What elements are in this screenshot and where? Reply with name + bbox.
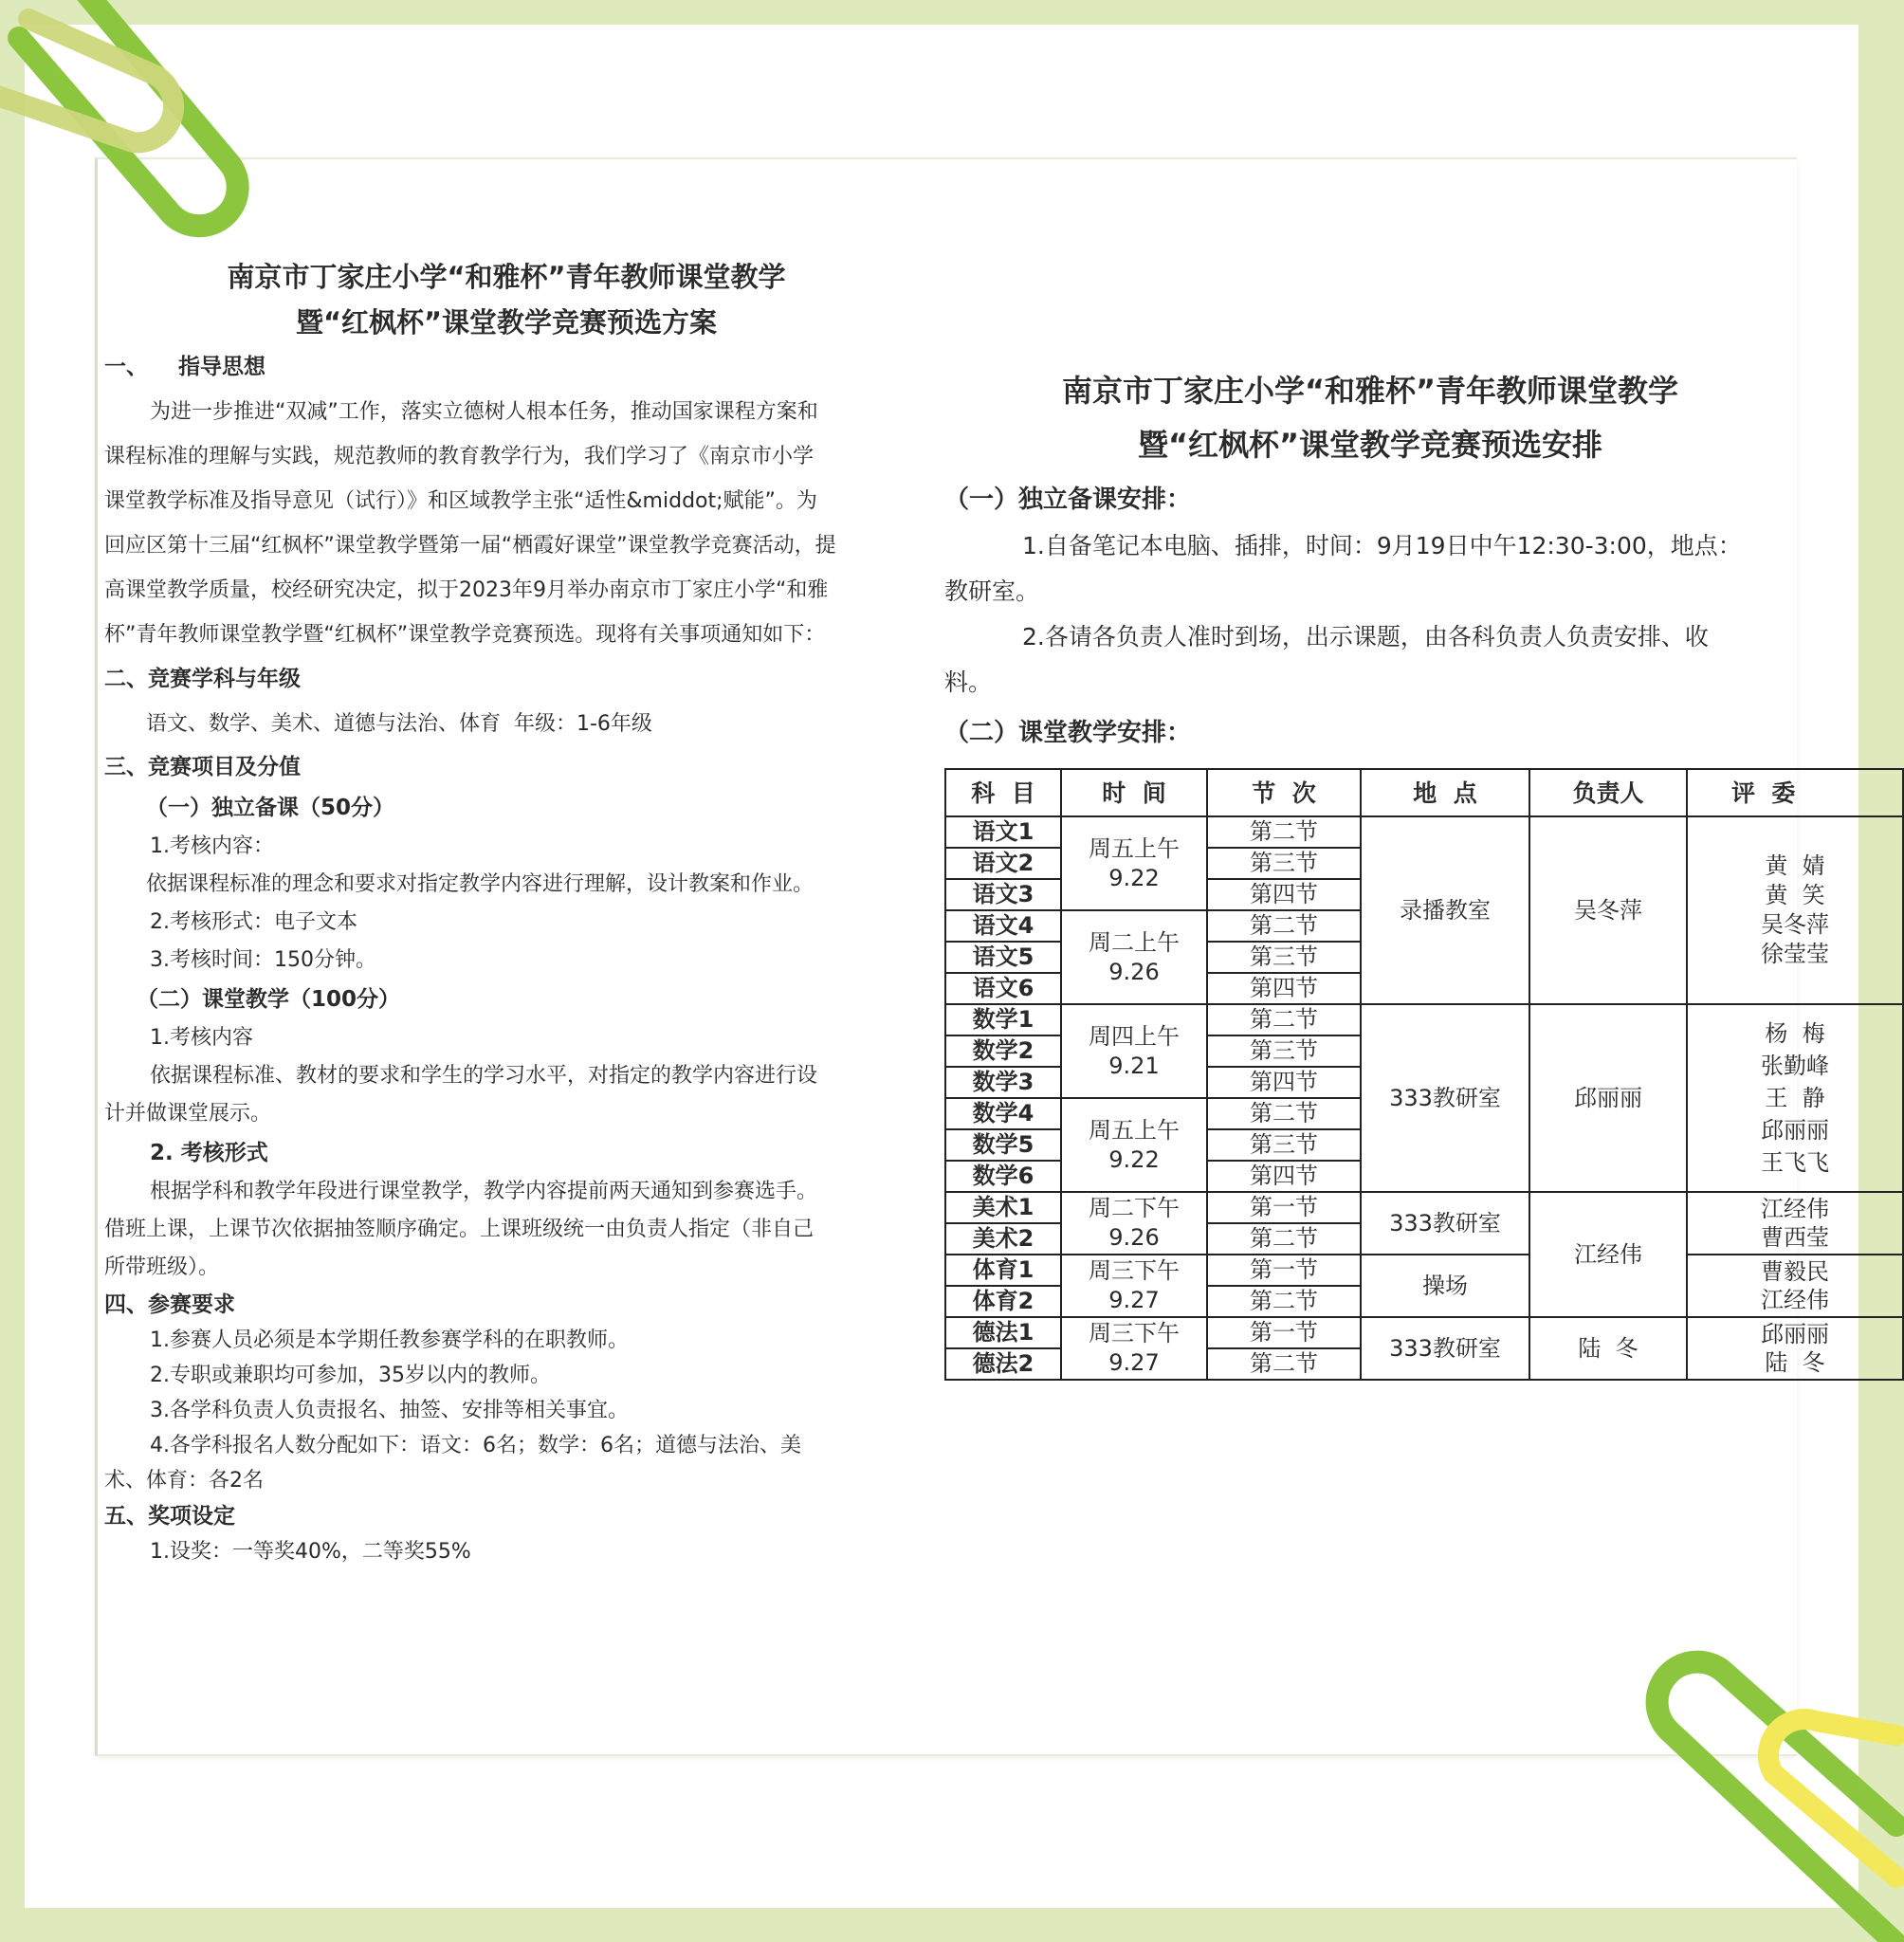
leader-cell: 陆 冬 bbox=[1529, 1317, 1687, 1380]
judge-name: 徐莹莹 bbox=[1761, 941, 1829, 967]
paragraph-line: 课程标准的理解与实践，规范教师的教育教学行为，我们学习了《南京市小学 bbox=[104, 445, 815, 468]
paragraph-line: 课堂教学标准及指导意见（试行）》和区域教学主张“适性&middot;赋能”。为 bbox=[104, 489, 817, 513]
table-row bbox=[945, 816, 1903, 848]
judge-name: 江经伟 bbox=[1761, 1196, 1829, 1222]
time-cell bbox=[1061, 1317, 1207, 1380]
table-row bbox=[945, 1004, 1903, 1035]
leader-cell: 江经伟 bbox=[1529, 1192, 1687, 1317]
time-cell bbox=[1061, 1004, 1207, 1098]
subject-cell: 数学4 bbox=[945, 1098, 1061, 1129]
subject-cell: 体育1 bbox=[945, 1255, 1061, 1286]
item-line: 计并做课堂展示。 bbox=[104, 1102, 272, 1126]
item-line: 借班上课，上课节次依据抽签顺序确定。上课班级统一由负责人指定（非自己 bbox=[104, 1218, 815, 1241]
header-judges: 评 委 bbox=[1687, 769, 1903, 816]
table-row bbox=[945, 1192, 1903, 1223]
time-day: 周三下午 bbox=[1089, 1320, 1180, 1347]
right-title-line2: 暨“红枫杯”课堂教学竞赛预选安排 bbox=[1137, 427, 1603, 463]
left-document bbox=[104, 254, 908, 1569]
judge-name: 曹西莹 bbox=[1761, 1224, 1829, 1251]
location-cell: 操场 bbox=[1361, 1255, 1529, 1317]
time-cell bbox=[1061, 910, 1207, 1004]
table-header-row bbox=[945, 769, 1903, 816]
time-cell bbox=[1061, 1192, 1207, 1255]
arrangement-line: 1.自备笔记本电脑、插排，时间：9月19日中午12:30-3:00，地点： bbox=[1022, 532, 1742, 559]
judge-name: 王 静 bbox=[1765, 1085, 1825, 1111]
judge-name: 张勤峰 bbox=[1761, 1053, 1829, 1079]
period-cell: 第一节 bbox=[1207, 1255, 1361, 1286]
item-line: 根据学科和教学年段进行课堂教学，教学内容提前两天通知到参赛选手。 bbox=[150, 1180, 818, 1203]
leader-cell: 邱丽丽 bbox=[1529, 1004, 1687, 1192]
subject-cell: 德法1 bbox=[945, 1317, 1061, 1348]
time-date: 9.22 bbox=[1108, 864, 1160, 891]
time-date: 9.27 bbox=[1108, 1287, 1160, 1313]
item-line: 依据课程标准、教材的要求和学生的学习水平，对指定的教学内容进行设 bbox=[150, 1064, 818, 1088]
judge-name: 江经伟 bbox=[1761, 1287, 1829, 1313]
judges-cell bbox=[1687, 1192, 1903, 1255]
item-line: 1.考核内容 bbox=[150, 1026, 253, 1050]
header-period: 节 次 bbox=[1207, 769, 1361, 816]
requirement-line: 4.各学科报名人数分配如下：语文：6名；数学：6名；道德与法治、美 bbox=[150, 1434, 801, 1457]
time-cell bbox=[1061, 1255, 1207, 1317]
schedule-table bbox=[944, 768, 1904, 1381]
paragraph-line: 回应区第十三届“红枫杯”课堂教学暨第一届“栖霞好课堂”课堂教学竞赛活动，提 bbox=[104, 534, 836, 558]
period-cell: 第三节 bbox=[1207, 1129, 1361, 1161]
table-row bbox=[945, 1317, 1903, 1348]
time-day: 周五上午 bbox=[1089, 1116, 1180, 1144]
left-title-line1: 南京市丁家庄小学“和雅杯”青年教师课堂教学 bbox=[227, 261, 786, 293]
subject-cell: 数学3 bbox=[945, 1067, 1061, 1098]
left-title-line2: 暨“红枫杯”课堂教学竞赛预选方案 bbox=[295, 306, 718, 339]
item-line: 所带班级）。 bbox=[104, 1255, 220, 1279]
time-day: 周五上午 bbox=[1089, 834, 1180, 862]
period-cell: 第四节 bbox=[1207, 973, 1361, 1004]
right-document bbox=[944, 364, 1829, 1381]
time-day: 周四上午 bbox=[1089, 1022, 1180, 1050]
time-date: 9.22 bbox=[1108, 1145, 1160, 1173]
time-date: 9.26 bbox=[1108, 1224, 1160, 1251]
item-line: 3.考核时间：150分钟。 bbox=[150, 948, 376, 972]
period-cell: 第四节 bbox=[1207, 879, 1361, 910]
location-cell: 333教研室 bbox=[1361, 1317, 1529, 1380]
section-heading: （二）课堂教学安排： bbox=[944, 719, 1192, 747]
location-cell: 333教研室 bbox=[1361, 1004, 1529, 1192]
paperclip-bottom-right-decoration bbox=[1612, 1631, 1893, 1942]
section-heading: 三、竞赛项目及分值 bbox=[104, 755, 301, 779]
period-cell: 第四节 bbox=[1207, 1161, 1361, 1192]
period-cell: 第二节 bbox=[1207, 1223, 1361, 1255]
judges-cell bbox=[1687, 1004, 1903, 1192]
header-location: 地 点 bbox=[1361, 769, 1529, 816]
item-line: 2.考核形式：电子文本 bbox=[150, 910, 357, 934]
leader-cell: 吴冬萍 bbox=[1529, 816, 1687, 1004]
period-cell: 第二节 bbox=[1207, 816, 1361, 848]
subject-cell: 美术2 bbox=[945, 1223, 1061, 1255]
section-heading: （一）独立备课安排： bbox=[944, 486, 1192, 514]
period-cell: 第四节 bbox=[1207, 1067, 1361, 1098]
requirement-line: 术、体育：各2名 bbox=[104, 1469, 264, 1493]
judges-cell bbox=[1687, 1255, 1903, 1317]
period-cell: 第一节 bbox=[1207, 1192, 1361, 1223]
period-cell: 第二节 bbox=[1207, 1286, 1361, 1317]
time-day: 周二下午 bbox=[1089, 1195, 1180, 1221]
item-line: 1.考核内容： bbox=[150, 834, 274, 858]
award-line: 1.设奖：一等奖40%，二等奖55% bbox=[150, 1540, 471, 1564]
subject-cell: 语文4 bbox=[945, 910, 1061, 942]
section-heading: 四、参赛要求 bbox=[104, 1292, 235, 1317]
period-cell: 第二节 bbox=[1207, 1004, 1361, 1035]
subject-cell: 语文3 bbox=[945, 879, 1061, 910]
header-time: 时 间 bbox=[1061, 769, 1207, 816]
requirement-line: 2.专职或兼职均可参加，35岁以内的教师。 bbox=[150, 1364, 551, 1387]
judges-cell bbox=[1687, 1317, 1903, 1380]
period-cell: 第三节 bbox=[1207, 942, 1361, 973]
item-heading: 2. 考核形式 bbox=[150, 1141, 268, 1165]
arrangement-line: 教研室。 bbox=[944, 577, 1040, 605]
period-cell: 第三节 bbox=[1207, 848, 1361, 879]
judges-cell bbox=[1687, 816, 1903, 1004]
subject-cell: 数学2 bbox=[945, 1035, 1061, 1067]
section-heading: 一、 指导思想 bbox=[104, 355, 266, 379]
section-heading: 二、竞赛学科与年级 bbox=[104, 667, 301, 691]
time-day: 周二上午 bbox=[1089, 928, 1180, 956]
time-cell bbox=[1061, 816, 1207, 910]
subject-cell: 德法2 bbox=[945, 1348, 1061, 1380]
subject-cell: 语文5 bbox=[945, 942, 1061, 973]
subject-cell: 数学5 bbox=[945, 1129, 1061, 1161]
time-date: 9.21 bbox=[1108, 1052, 1160, 1079]
time-date: 9.27 bbox=[1108, 1349, 1160, 1376]
location-cell: 333教研室 bbox=[1361, 1192, 1529, 1255]
judge-name: 杨 梅 bbox=[1765, 1020, 1825, 1047]
paragraph-line: 高课堂教学质量，校经研究决定，拟于2023年9月举办南京市丁家庄小学“和雅 bbox=[104, 578, 829, 602]
subject-cell: 体育2 bbox=[945, 1286, 1061, 1317]
item-heading: （一）独立备课（50分） bbox=[146, 796, 395, 820]
header-leader: 负责人 bbox=[1529, 769, 1687, 816]
time-cell bbox=[1061, 1098, 1207, 1192]
subjects-line: 语文、数学、美术、道德与法治、体育 年级：1-6年级 bbox=[146, 712, 652, 736]
period-cell: 第一节 bbox=[1207, 1317, 1361, 1348]
time-date: 9.26 bbox=[1108, 958, 1160, 985]
judge-name: 邱丽丽 bbox=[1761, 1321, 1829, 1347]
period-cell: 第二节 bbox=[1207, 1098, 1361, 1129]
subject-cell: 数学1 bbox=[945, 1004, 1061, 1035]
judge-name: 黄 婧 bbox=[1765, 852, 1825, 879]
header-subject: 科 目 bbox=[945, 769, 1061, 816]
paperclip-top-left-decoration bbox=[0, 0, 284, 237]
judge-name: 曹毅民 bbox=[1761, 1258, 1829, 1285]
table-row bbox=[945, 1255, 1903, 1286]
location-cell: 录播教室 bbox=[1361, 816, 1529, 1004]
subject-cell: 语文1 bbox=[945, 816, 1061, 848]
arrangement-line: 2.各请各负责人准时到场，出示课题，由各科负责人负责安排、收 bbox=[1022, 623, 1709, 650]
paragraph-line: 为进一步推进“双减”工作，落实立德树人根本任务，推动国家课程方案和 bbox=[150, 400, 818, 424]
subject-cell: 美术1 bbox=[945, 1192, 1061, 1223]
subject-cell: 数学6 bbox=[945, 1161, 1061, 1192]
right-title-line1: 南京市丁家庄小学“和雅杯”青年教师课堂教学 bbox=[1061, 373, 1679, 409]
judge-name: 陆 冬 bbox=[1765, 1349, 1825, 1376]
item-heading: （二）课堂教学（100分） bbox=[137, 987, 401, 1012]
judge-name: 王飞飞 bbox=[1761, 1149, 1829, 1176]
judge-name: 吴冬萍 bbox=[1761, 911, 1829, 938]
item-line: 依据课程标准的理念和要求对指定教学内容进行理解，设计教案和作业。 bbox=[146, 872, 815, 896]
requirement-line: 1.参赛人员必须是本学期任教参赛学科的在职教师。 bbox=[150, 1328, 629, 1352]
judge-name: 邱丽丽 bbox=[1761, 1117, 1829, 1144]
paragraph-line: 杯”青年教师课堂教学暨“红枫杯”课堂教学竞赛预选。现将有关事项通知如下： bbox=[104, 623, 826, 647]
subject-cell: 语文6 bbox=[945, 973, 1061, 1004]
time-day: 周三下午 bbox=[1089, 1257, 1180, 1284]
period-cell: 第二节 bbox=[1207, 1348, 1361, 1380]
period-cell: 第二节 bbox=[1207, 910, 1361, 942]
arrangement-line: 料。 bbox=[944, 669, 993, 696]
section-heading: 五、奖项设定 bbox=[104, 1504, 235, 1529]
period-cell: 第三节 bbox=[1207, 1035, 1361, 1067]
subject-cell: 语文2 bbox=[945, 848, 1061, 879]
judge-name: 黄 笑 bbox=[1765, 882, 1825, 908]
requirement-line: 3.各学科负责人负责报名、抽签、安排等相关事宜。 bbox=[150, 1399, 629, 1422]
